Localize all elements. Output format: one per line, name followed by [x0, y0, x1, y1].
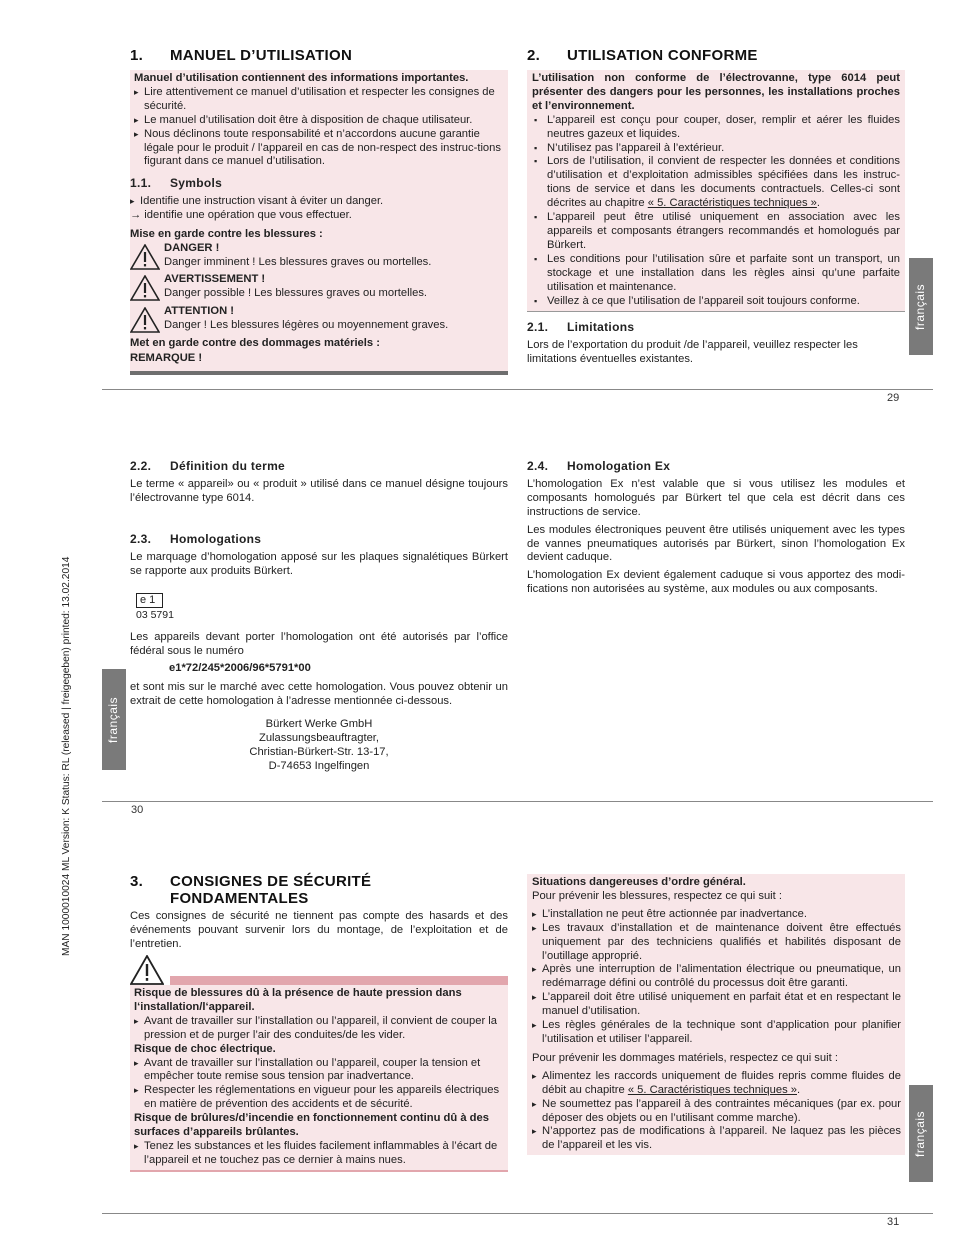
ex-paragraph: L’homologation Ex n’est valable que si vous utilisez les modules et composants homologués par Bürkert tel que cela est décrit dans ces instructions de service. [527, 477, 905, 518]
page-divider [102, 801, 933, 802]
section-3-intro: Ces consignes de sécurité ne tiennent pas compte des hasards et des événements pouvant survenir lors du montage, de l’exploitation et de l’entretien. [130, 910, 508, 950]
page-number-30: 30 [131, 804, 144, 816]
conform-use-item: ▪ Lors de l’utilisation, il convient de respecter les données et conditions d’utilisation et d’exploitation admissibles spécifiées dans les instruc-tions de service et dans les documents contractuels. Celles-ci sont décrites au chapitre « 5. Caractéristiques techniques ». [532, 155, 900, 211]
important-item: ▸ Nous déclinons toute responsabilité et n’accordons aucune garantie légale pour le produit / l’appareil en cas de non-respect des instruc-tions figurant dans ce manuel d’utilisation. [134, 128, 505, 170]
address-block [130, 718, 508, 774]
chapter-link[interactable]: « 5. Caractéristiques techniques » [627, 1083, 797, 1096]
material-damage-label: Met en garde contre des dommages matériels : [130, 337, 380, 350]
risk-box-content [134, 987, 505, 1168]
section-1-heading: 1. MANUEL D’UTILISATION [130, 47, 353, 64]
language-tab: français [909, 258, 933, 355]
danger-title: DANGER ! [164, 241, 220, 254]
conform-use-item: ▪ Les conditions pour l’utilisation sûre et parfaite sont un transport, un stockage et une installation dans les règles ainsi qu’une parfaite utilisation et maintenance. [532, 253, 900, 295]
attention-title: ATTENTION ! [164, 305, 235, 318]
conform-use-item: ▪ N’utilisez pas l’appareil à l’extérieur. [532, 142, 900, 156]
limitations-section [527, 321, 905, 367]
situation-item: ▸ L’installation ne peut être actionnée par inadvertance. [532, 908, 901, 922]
symbol-instruction-line: ▸ Identifie une instruction visant à éviter un danger. [130, 194, 384, 207]
document-meta-vertical: MAN 1000010024 ML Version: K Status: RL (released | freigegeben) printed: 13.02.2014 [61, 556, 72, 956]
danger-warning [130, 242, 508, 270]
warning-triangle-icon [130, 955, 164, 985]
approval-code: e1*72/245*2006/96*5791*00 [169, 662, 311, 674]
risk-item: ▸ Avant de travailler sur l’installation ou l’appareil, il convient de couper la pression et de purger l’air des conduites/de les vider. [134, 1015, 505, 1043]
risk-title: Risque de blessures dû à la présence de haute pression dans l‘installation/l‘appareil. [134, 987, 462, 1013]
avertissement-text: Danger possible ! Les blessures graves ou mortelles. [164, 287, 428, 300]
damage-item: ▸ N’apportez pas de modifications à l’appareil. Ne laquez pas les pièces de l’appareil et les vis. [532, 1125, 901, 1153]
section-1-box-bottom-rule [130, 371, 508, 375]
situation-item: ▸ Les règles générales de la technique sont d’application pour planifier l’utilisation et utiliser l’appareil. [532, 1019, 901, 1047]
non-conform-use-warning: L’utilisation non conforme de l’électrovanne, type 6014 peut présenter des dangers pour les personnes, les installations proches et l’environnement. [532, 72, 900, 112]
avertissement-title: AVERTISSEMENT ! [164, 273, 266, 286]
situation-item: ▸ Les travaux d’installation et de maintenance doivent être effectués uniquement par des techniciens qualifiés et habilités disposant de l’outillage approprié. [532, 922, 901, 964]
homologations-section [130, 533, 508, 579]
limitations-text: Lors de l’exportation du produit /de l’appareil, veuillez respecter les limitations éventuelles existantes. [527, 338, 858, 365]
homologations-text: Le marquage d’homologation apposé sur les plaques signalétiques Bürkert se rapporte aux produits Bürkert. [130, 550, 508, 577]
ex-homologation-section [527, 460, 905, 597]
injury-warning-label: Mise en garde contre les blessures : [130, 227, 323, 240]
conform-use-item: ▪ Veillez à ce que l’utilisation de l’appareil soit toujours conforme. [532, 295, 900, 309]
language-tab: français [909, 1085, 933, 1182]
subsection-2-3-heading: 2.3. Homologations [130, 532, 262, 546]
avertissement-warning [130, 273, 508, 301]
conform-use-item: ▪ L’appareil peut être utilisé uniquement en association avec les appareils et composants étrangers recommandés et homologués par Bürkert. [532, 211, 900, 253]
important-notice-heading: Manuel d’utilisation contiennent des informations importantes. [134, 72, 469, 84]
section-1-important-content [134, 72, 505, 169]
risk-item: ▸ Tenez les substances et les fluides facilement inflammables à l’écart de l’appareil et ne touchez pas ce dernier à mains nues. [134, 1140, 505, 1168]
section-2-box-rule [527, 311, 905, 312]
address-line: Christian-Bürkert-Str. 13-17, [249, 745, 389, 758]
approved-text: Les appareils devant porter l’homologation ont été autorisés par l’office fédéral sous le numéro [130, 631, 508, 657]
situation-item: ▸ Après une interruption de l’alimentation électrique ou pneumatique, un redémarrage défini ou contrôlé du processus doit être garanti. [532, 963, 901, 991]
risk-item: ▸ Respecter les réglementations en vigueur pour les appareils électriques en matière de prévention des accidents et de sécurité. [134, 1084, 505, 1112]
important-item: ▸ Le manuel d’utilisation doit être à disposition de chaque utilisateur. [134, 114, 505, 128]
e-mark-number: 03 5791 [136, 609, 174, 621]
ex-paragraph: Les modules électroniques peuvent être utilisés uniquement avec les types de vannes pneumatiques autorisés par Bürkert, sinon l’homologation Ex devient caduque. [527, 523, 905, 564]
definition-text: Le terme « appareil» ou « produit » utilisé dans ce manuel désigne toujours l’électrovanne type 6014. [130, 477, 508, 504]
warning-triangle-icon [130, 244, 160, 270]
section-2-heading: 2. UTILISATION CONFORME [527, 47, 758, 64]
situations-content [532, 876, 901, 1153]
address-line: Bürkert Werke GmbH [265, 718, 373, 730]
danger-text: Danger imminent ! Les blessures graves ou mortelles. [164, 255, 432, 268]
page-divider [102, 389, 933, 390]
chapter-link[interactable]: « 5. Caractéristiques techniques » [647, 197, 817, 210]
page-divider [102, 1213, 933, 1214]
address-line: Zulassungsbeauftragter, [258, 731, 380, 744]
situations-title: Situations dangereuses d’ordre général. [532, 876, 746, 888]
subsection-1-1-heading: 1.1. Symbols [130, 176, 223, 190]
section-2-content [532, 72, 900, 308]
important-item: ▸ Lire attentivement ce manuel d’utilisation et respecter les consignes de sécurité. [134, 86, 505, 114]
symbols-section [130, 177, 508, 366]
conform-use-item: ▪ L’appareil est conçu pour couper, doser, remplir et aérer les fluides neutres gazeux et liquides. [532, 114, 900, 142]
remarque-label: REMARQUE ! [130, 351, 203, 364]
symbol-operation-line: → identifie une opération que vous effectuer. [130, 208, 352, 221]
damage-item: ▸ Ne soumettez pas l’appareil à des contraintes mécaniques (par ex. pour déposer des objets ou en l’utilisant comme marche). [532, 1098, 901, 1126]
attention-text: Danger ! Les blessures légères ou moyennement graves. [164, 319, 449, 332]
warning-triangle-icon [130, 307, 160, 333]
page-number-31: 31 [887, 1216, 900, 1228]
language-tab: français [102, 669, 126, 770]
market-text: et sont mis sur le marché avec cette homologation. Vous pouvez obtenir un extrait de cette homologation à l’adresse mentionnée ci-dessous. [130, 681, 508, 707]
e-mark-box: e 1 [136, 593, 163, 608]
situation-item: ▸ L’appareil doit être utilisé uniquement en parfait état et en respectant le manuel d’utilisation. [532, 991, 901, 1019]
ex-paragraph: L’homologation Ex devient également caduque si vous apportez des modi-fications non autorisées au système, aux modules ou aux composants. [527, 569, 905, 596]
page-number-29: 29 [887, 392, 900, 404]
damage-intro: Pour prévenir les dommages matériels, respectez ce qui suit : [532, 1051, 838, 1064]
section-3-heading: 3. CONSIGNES DE SÉCURITÉ FONDAMENTALES [130, 873, 372, 907]
arrow-right-icon: → [130, 208, 142, 221]
definition-section [130, 460, 508, 506]
warning-triangle-icon [130, 275, 160, 301]
risk-box-rule [130, 1170, 508, 1172]
damage-item: ▸ Alimentez les raccords uniquement de fluides repris comme fluides de débit au chapitre « 5. Caractéristiques techniques ». [532, 1070, 901, 1098]
address-line: D-74653 Ingelfingen [268, 759, 370, 772]
warning-header-bar [170, 976, 508, 985]
subsection-2-4-heading: 2.4. Homologation Ex [527, 459, 671, 473]
risk-title: Risque de brûlures/d’incendie en fonctionnement continu dû à des surfaces d’appareils brûlantes. [134, 1112, 489, 1139]
risk-item: ▸ Avant de travailler sur l’installation ou l’appareil, couper la tension et empêcher toute remise sous tension par inadvertance. [134, 1057, 505, 1085]
risk-title: Risque de choc électrique. [134, 1042, 276, 1055]
situations-intro: Pour prévenir les blessures, respectez ce qui suit : [532, 889, 782, 902]
subsection-2-1-heading: 2.1. Limitations [527, 320, 635, 334]
attention-warning [130, 305, 508, 333]
subsection-2-2-heading: 2.2. Définition du terme [130, 459, 286, 473]
